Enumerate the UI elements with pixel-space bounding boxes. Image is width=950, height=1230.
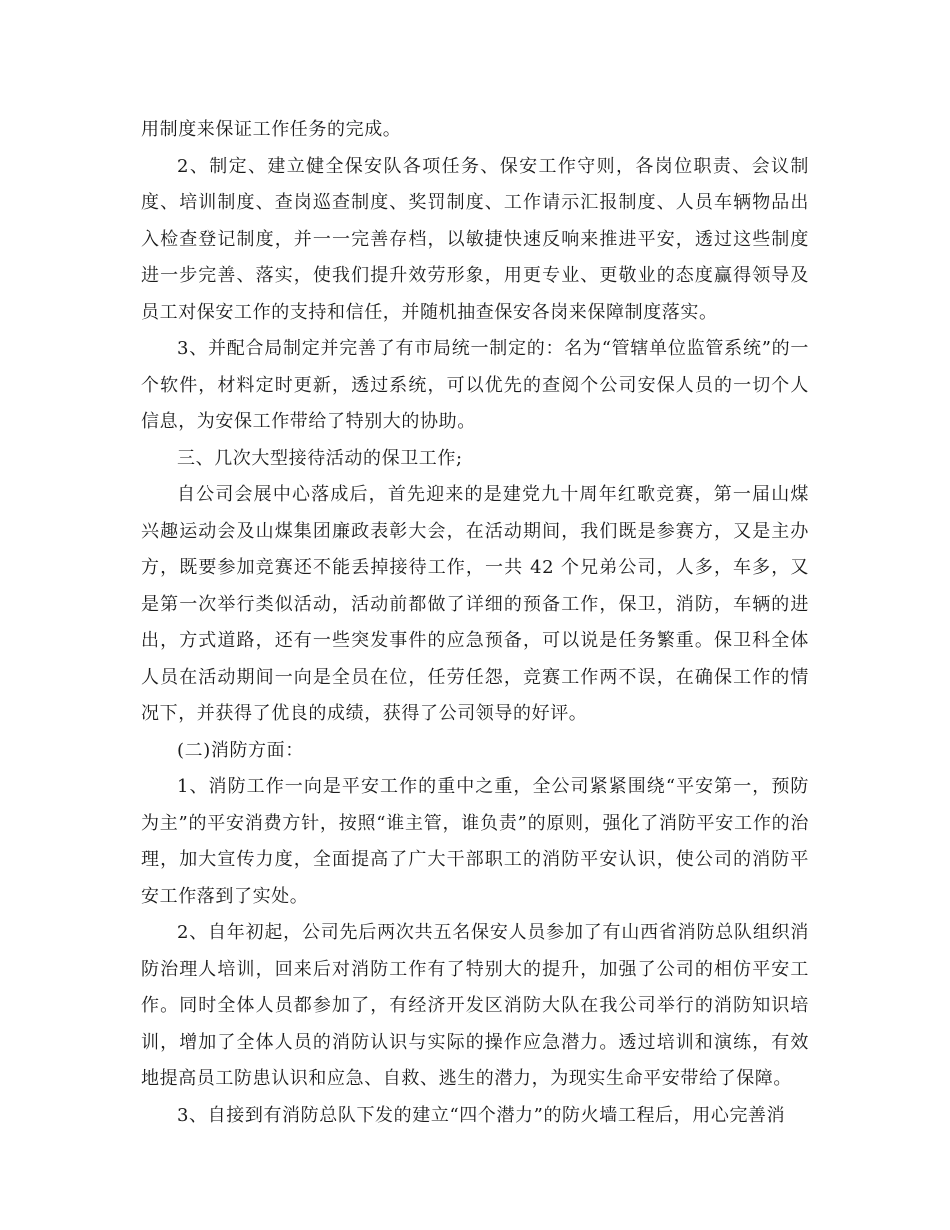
paragraph-item-3-monitoring-system: 3、并配合局制定并完善了有市局统一制定的：名为“管辖单位监管系统”的一个软件，材料定时更新，透过系统，可以优先的查阅个公司安保人员的一切个人信息，为安保工作带给了特别大的协助。: [141, 338, 809, 432]
section-heading-fire-protection: (二)消防方面：: [177, 739, 304, 761]
paragraph-exhibition-center-events: 自公司会展中心落成后，首先迎来的是建党九十周年红歌竞赛，第一届山煤兴趣运动会及山煤集团廉政表彰大会，在活动期间，我们既是参赛方，又是主办方，既要参加竞赛还不能丢掉接待工作，一共 42 个兄弟公司，人多，车多，又是第一次举行类似活动，活动前都做了详细的预备工作，保卫，消防，车辆的进出，方式道路，还有一些突发事件的应急预备，可以说是任务繁重。保卫科全体人员在活动期间一向是全员在位，任劳任怨，竞赛工作两不误，在确保工作的情况下，并获得了优良的成绩，获得了公司领导的好评。: [141, 484, 809, 724]
paragraph-fire-item-3: 3、自接到有消防总队下发的建立“四个潜力”的防火墙工程后，用心完善消: [177, 1104, 786, 1126]
paragraph-item-2-regulations: 2、制定、建立健全保安队各项任务、保安工作守则，各岗位职责、会议制度、培训制度、查岗巡查制度、奖罚制度、工作请示汇报制度、人员车辆物品出入检查登记制度，并一一完善存档，以敏捷快速反响来推进平安，透过这些制度进一步完善、落实，使我们提升效劳形象，用更专业、更敬业的态度赢得领导及员工对保安工作的支持和信任，并随机抽查保安各岗来保障制度落实。: [141, 155, 809, 323]
paragraph-fire-item-1: 1、消防工作一向是平安工作的重中之重，全公司紧紧围绕“平安第一，预防为主”的平安消费方针，按照“谁主管，谁负责”的原则，强化了消防平安工作的治理，加大宣传力度，全面提高了广大干部职工的消防平安认识，使公司的消防平安工作落到了实处。: [141, 776, 809, 907]
document-body: [141, 112, 809, 1134]
section-heading-reception-security: 三、几次大型接待活动的保卫工作;: [177, 447, 463, 469]
paragraph-continuation: 用制度来保证工作任务的完成。: [141, 119, 402, 140]
paragraph-fire-item-2: 2、自年初起，公司先后两次共五名保安人员参加了有山西省消防总队组织消防治理人培训，回来后对消防工作有了特别大的提升，加强了公司的相仿平安工作。同时全体人员都参加了，有经济开发区消防大队在我公司举行的消防知识培训，增加了全体人员的消防认识与实际的操作应急潜力。透过培训和演练，有效地提高员工防患认识和应急、自救、逃生的潜力，为现实生命平安带给了保障。: [141, 922, 809, 1089]
